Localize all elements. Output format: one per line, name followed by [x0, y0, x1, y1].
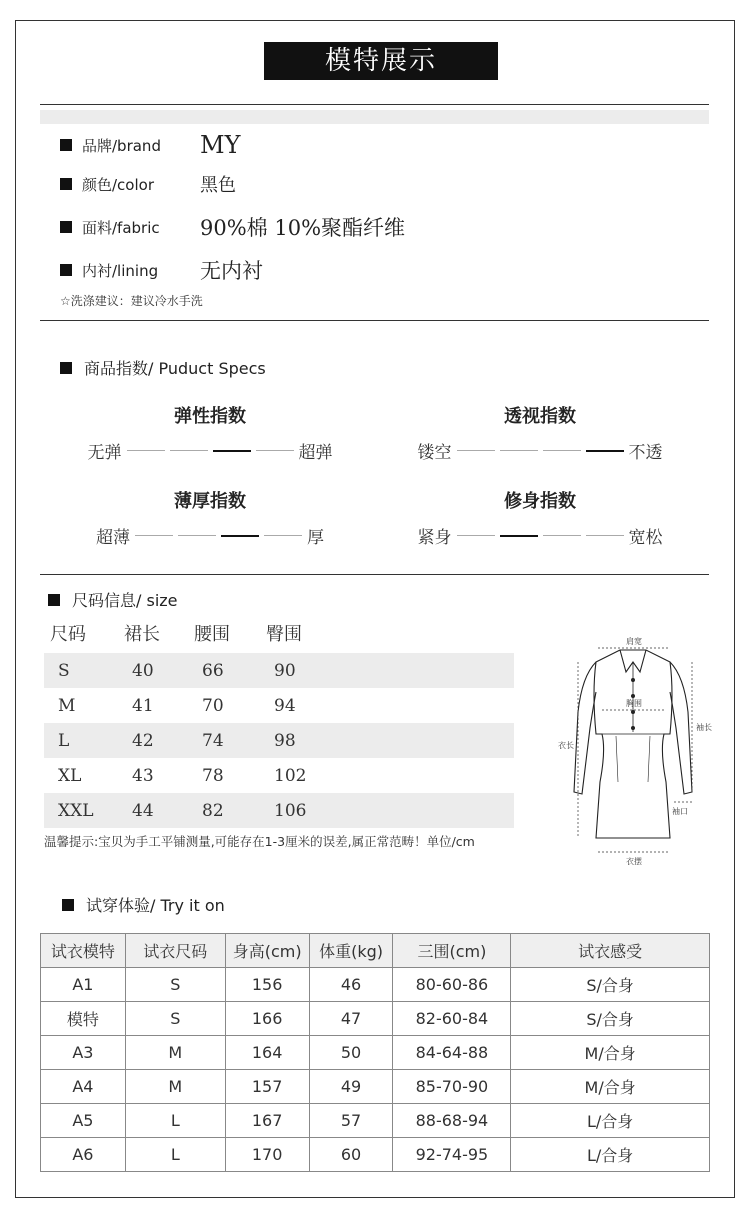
table-cell: M	[125, 1036, 225, 1070]
table-header-cell: 体重(kg)	[309, 934, 393, 968]
info-value: 黑色	[200, 175, 236, 196]
table-cell: 164	[225, 1036, 309, 1070]
scale-segment-active	[586, 450, 624, 452]
table-cell: 60	[309, 1138, 393, 1172]
table-cell: 43	[132, 765, 154, 786]
table-cell: 47	[309, 1002, 393, 1036]
label-cuff: 袖口	[672, 807, 688, 816]
table-row	[41, 1036, 710, 1070]
scale-right-label: 厚	[307, 528, 324, 548]
table-cell: A1	[41, 968, 126, 1002]
spec-thickness	[60, 487, 360, 548]
bullet-square-icon	[60, 362, 72, 374]
spec-fit	[390, 487, 690, 548]
table-cell: S	[125, 968, 225, 1002]
table-cell: 50	[309, 1036, 393, 1070]
info-label: 内衬/lining	[82, 261, 159, 280]
scale-left-label: 无弹	[87, 443, 122, 463]
divider	[40, 104, 709, 105]
specs-heading	[60, 356, 266, 379]
table-cell: A5	[41, 1104, 126, 1138]
table-row	[44, 758, 514, 793]
table-cell: M	[58, 695, 76, 716]
table-cell: 170	[225, 1138, 309, 1172]
table-cell: 102	[274, 765, 307, 786]
divider	[40, 574, 709, 575]
size-header-cell: 腰围	[194, 624, 230, 645]
table-row	[41, 1138, 710, 1172]
table-cell: 78	[202, 765, 224, 786]
size-heading	[48, 588, 178, 611]
table-cell: S	[125, 1002, 225, 1036]
table-cell: 49	[309, 1070, 393, 1104]
scale-segment-active	[500, 535, 538, 537]
spec-transparency	[390, 402, 690, 463]
bullet-square-icon	[62, 899, 74, 911]
table-header-row	[41, 934, 710, 968]
scale-left-label: 镂空	[417, 443, 452, 463]
bullet-square-icon	[60, 178, 72, 190]
table-header-cell: 三围(cm)	[393, 934, 511, 968]
table-header-cell: 试衣感受	[511, 934, 710, 968]
table-header-cell: 试衣模特	[41, 934, 126, 968]
scale-left-label: 超薄	[96, 528, 130, 548]
table-cell: 80-60-86	[393, 968, 511, 1002]
label-chest: 胸围	[626, 699, 642, 708]
table-header-cell: 身高(cm)	[225, 934, 309, 968]
size-table	[44, 653, 514, 828]
scale-right-label: 宽松	[628, 528, 663, 548]
scale-segment	[543, 450, 581, 451]
measurement-tip: 温馨提示:宝贝为手工平铺测量,可能存在1-3厘米的误差,属正常范畴！单位/cm	[44, 834, 475, 849]
label-length: 衣长	[558, 741, 574, 750]
scale-segment	[457, 535, 495, 536]
table-cell: A4	[41, 1070, 126, 1104]
size-table-header	[50, 620, 336, 646]
scale-segment	[170, 450, 208, 451]
table-cell: M/合身	[511, 1036, 710, 1070]
size-header-cell: 臀围	[266, 624, 302, 645]
scale-segment	[586, 535, 624, 536]
info-value: 无内衬	[200, 259, 263, 283]
table-cell: 85-70-90	[393, 1070, 511, 1104]
tryon-table	[40, 933, 710, 1172]
table-cell: A3	[41, 1036, 126, 1070]
table-row	[44, 653, 514, 688]
bullet-square-icon	[60, 264, 72, 276]
table-cell: 88-68-94	[393, 1104, 511, 1138]
table-cell: 167	[225, 1104, 309, 1138]
table-cell: L/合身	[511, 1104, 710, 1138]
scale-segment	[543, 535, 581, 536]
table-cell: 84-64-88	[393, 1036, 511, 1070]
spec-title: 弹性指数	[174, 406, 246, 427]
table-cell: S/合身	[511, 968, 710, 1002]
table-row	[41, 1002, 710, 1036]
table-cell: L	[125, 1138, 225, 1172]
info-value: MY	[200, 131, 241, 159]
bullet-square-icon	[60, 221, 72, 233]
section-title: 商品指数/ Puduct Specs	[84, 359, 266, 378]
page-title: 模特展示	[264, 42, 498, 80]
grey-strip	[40, 110, 709, 124]
scale-segment	[178, 535, 216, 536]
spec-scale	[60, 438, 360, 463]
table-cell: 90	[274, 660, 296, 681]
table-cell: 40	[132, 660, 154, 681]
info-lining	[60, 255, 263, 285]
table-cell: 41	[132, 695, 154, 716]
table-cell: 44	[132, 800, 154, 821]
divider	[40, 320, 709, 321]
scale-segment	[264, 535, 302, 536]
spec-scale	[390, 438, 690, 463]
scale-segment	[135, 535, 173, 536]
table-cell: 106	[274, 800, 307, 821]
spec-title: 透视指数	[504, 406, 576, 427]
table-cell: 156	[225, 968, 309, 1002]
dress-measurement-diagram	[556, 632, 718, 868]
bullet-square-icon	[60, 139, 72, 151]
size-header-cell: 尺码	[50, 624, 86, 645]
spec-elasticity	[60, 402, 360, 463]
section-title: 尺码信息/ size	[72, 591, 178, 610]
spec-title: 修身指数	[504, 491, 576, 512]
table-cell: L	[125, 1104, 225, 1138]
table-cell: 74	[202, 730, 224, 751]
info-fabric	[60, 212, 405, 242]
info-value: 90%棉 10%聚酯纤维	[200, 216, 406, 240]
table-row	[41, 1104, 710, 1138]
spec-title: 薄厚指数	[174, 491, 246, 512]
table-cell: S	[58, 660, 70, 681]
scale-right-label: 不透	[628, 443, 663, 463]
table-row	[41, 1070, 710, 1104]
table-cell: S/合身	[511, 1002, 710, 1036]
table-cell: 66	[202, 660, 224, 681]
table-cell: 94	[274, 695, 296, 716]
right-sleeve-outline	[670, 662, 692, 794]
bullet-square-icon	[48, 594, 60, 606]
scale-segment	[127, 450, 165, 451]
table-cell: XL	[58, 765, 82, 786]
table-cell: 98	[274, 730, 296, 751]
table-cell: M	[125, 1070, 225, 1104]
info-color	[60, 169, 236, 199]
table-cell: XXL	[58, 800, 94, 821]
table-cell: M/合身	[511, 1070, 710, 1104]
table-cell: 157	[225, 1070, 309, 1104]
scale-segment	[256, 450, 294, 451]
table-cell: 70	[202, 695, 224, 716]
table-cell: 46	[309, 968, 393, 1002]
label-shoulder: 肩宽	[626, 637, 642, 646]
info-label: 颜色/color	[82, 175, 154, 194]
table-cell: 57	[309, 1104, 393, 1138]
info-label: 面料/fabric	[82, 218, 160, 237]
table-cell: 92-74-95	[393, 1138, 511, 1172]
scale-segment-active	[221, 535, 259, 537]
info-label: 品牌/brand	[82, 136, 161, 155]
label-hem: 衣摆	[626, 857, 642, 866]
table-row	[41, 968, 710, 1002]
scale-left-label: 紧身	[417, 528, 452, 548]
label-sleeve: 袖长	[696, 723, 712, 732]
table-cell: 82-60-84	[393, 1002, 511, 1036]
tryon-heading	[62, 893, 225, 916]
table-cell: 82	[202, 800, 224, 821]
scale-segment	[500, 450, 538, 451]
section-title: 试穿体验/ Try it on	[86, 896, 225, 915]
size-header-cell: 裙长	[124, 624, 160, 645]
wash-note: ☆洗涤建议：建议冷水手洗	[60, 294, 203, 308]
table-cell: 42	[132, 730, 154, 751]
table-cell: L	[58, 730, 70, 751]
scale-segment-active	[213, 450, 251, 452]
table-cell: A6	[41, 1138, 126, 1172]
table-cell: 模特	[41, 1002, 126, 1036]
scale-segment	[457, 450, 495, 451]
left-sleeve-outline	[574, 662, 596, 794]
table-cell: 166	[225, 1002, 309, 1036]
spec-scale	[390, 523, 690, 548]
scale-right-label: 超弹	[298, 443, 333, 463]
info-brand	[60, 130, 240, 160]
table-row	[44, 793, 514, 828]
table-row	[44, 723, 514, 758]
table-header-cell: 试衣尺码	[125, 934, 225, 968]
table-cell: L/合身	[511, 1138, 710, 1172]
table-row	[44, 688, 514, 723]
spec-scale	[60, 523, 360, 548]
